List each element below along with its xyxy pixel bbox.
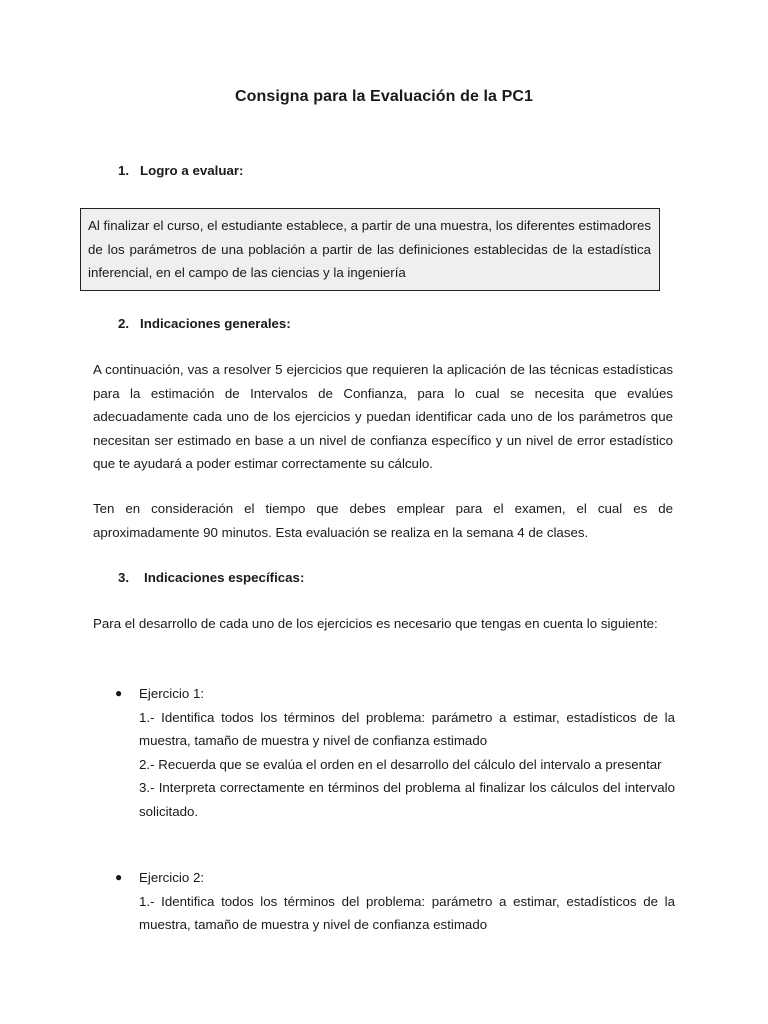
general-paragraph-2 [93,497,673,544]
exercise-1-item-3: 3.- Interpreta correctamente en términos del problema al finalizar los cálculos del intervalo solicitado. [139,780,675,819]
section-3-number: 3. [118,570,130,585]
general-paragraph-1-text: A continuación, vas a resolver 5 ejercicios que requieren la aplicación de las técnicas estadísticas para la estimación de Intervalos de Confianza, para lo cual se necesita que evalúes adecuadamente cada uno de los ejercicios y puedan identificar cada uno de los parámetros que necesitan ser estimado en base a un nivel de confianza específico y un nivel de error estadístico que te ayudará a poder estimar correctamente su cálculo. [93,362,673,471]
section-2-number: 2. [118,316,130,331]
page-title: Consigna para la Evaluación de la PC1 [234,88,534,105]
exercise-2-title: Ejercicio 2: [139,870,205,885]
exercise-1-title: Ejercicio 1: [139,686,205,701]
learning-goal-text: Al finalizar el curso, el estudiante establece, a partir de una muestra, los diferentes estimadores de los parámetros de una población a partir de las definiciones establecidas de la estadística inferencial, en el campo de las ciencias y la ingeniería [88,218,651,280]
specific-intro-text: Para el desarrollo de cada uno de los ejercicios es necesario que tengas en cuenta lo siguiente: [93,616,658,631]
section-1-number: 1. [118,163,130,178]
learning-goal-box [80,208,660,291]
bullet-icon: ● [115,686,123,700]
exercise-1-item-1: 1.- Identifica todos los términos del problema: parámetro a estimar, estadísticos de la muestra, tamaño de muestra y nivel de confianza estimado [139,709,675,748]
section-1-title: Logro a evaluar: [140,163,244,178]
general-paragraph-2-text: Ten en consideración el tiempo que debes emplear para el examen, el cual es de aproximadamente 90 minutos. Esta evaluación se realiza en la semana 4 de clases. [93,501,673,540]
section-2-heading [118,316,291,331]
section-2-title: Indicaciones generales: [140,316,291,331]
general-paragraph-1 [93,358,673,476]
bullet-icon: ● [115,870,123,884]
exercise-1 [115,682,675,823]
exercise-2-item-1: 1.- Identifica todos los términos del problema: parámetro a estimar, estadísticos de la muestra, tamaño de muestra y nivel de confianza estimado [139,893,675,932]
specific-intro [93,612,673,636]
exercise-2 [115,866,675,937]
section-3-title: Indicaciones específicas: [144,570,305,585]
section-1-heading [118,163,243,178]
section-3-heading [118,570,304,585]
exercise-1-item-2: 2.- Recuerda que se evalúa el orden en el desarrollo del cálculo del intervalo a presentar [139,756,662,772]
